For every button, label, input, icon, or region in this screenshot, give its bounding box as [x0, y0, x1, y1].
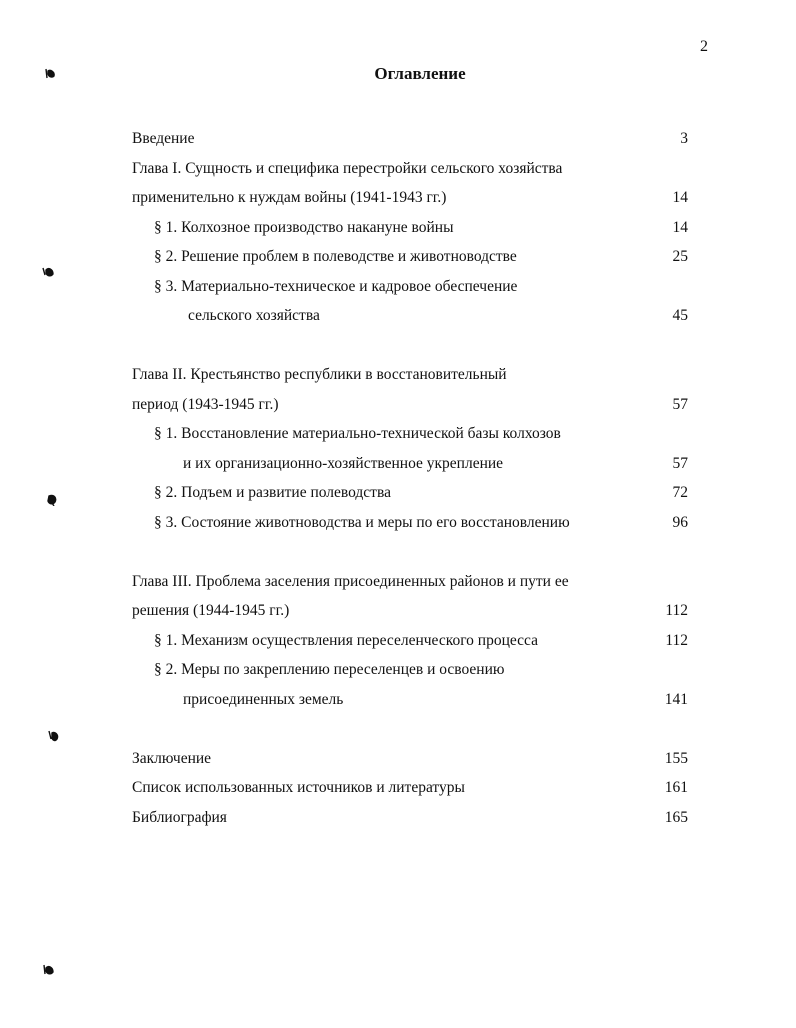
toc-section-1-3-title[interactable]: § 3. Материально-техническое и кадровое обеспечение	[154, 277, 518, 295]
toc-section-1-3[interactable]: сельского хозяйства 45	[132, 301, 688, 331]
toc-chapter-1-title[interactable]: Глава I. Сущность и специфика перестройки сельского хозяйства	[132, 159, 563, 177]
binding-hole-mark-icon	[44, 68, 56, 80]
toc-page-number: 57	[672, 454, 688, 472]
toc-chapter-3-title[interactable]: Глава III. Проблема заселения присоединенных районов и пути ее	[132, 572, 569, 590]
toc-page-number: 57	[672, 395, 688, 413]
toc-entry-bibliography[interactable]: Библиография 165	[132, 803, 688, 833]
toc-entry-conclusion[interactable]: Заключение 155	[132, 744, 688, 774]
table-of-contents	[132, 124, 688, 832]
toc-section-1-2[interactable]: § 2. Решение проблем в полеводстве и животноводстве 25	[132, 242, 688, 272]
toc-page-number: 25	[672, 248, 688, 265]
spacer	[132, 714, 688, 744]
toc-page-number: 45	[672, 307, 688, 324]
toc-page-number: 155	[664, 749, 688, 767]
toc-entry-intro[interactable]: Введение 3	[132, 124, 688, 154]
spacer	[132, 537, 688, 567]
toc-page-number: 14	[672, 218, 688, 236]
toc-page-number: 96	[672, 513, 688, 531]
toc-section-3-1[interactable]: § 1. Механизм осуществления переселенческого процесса 112	[132, 626, 688, 656]
toc-section-2-3[interactable]: § 3. Состояние животноводства и меры по его восстановлению 96	[132, 508, 688, 538]
toc-page-number: 165	[664, 808, 688, 826]
toc-chapter-2[interactable]: период (1943-1945 гг.) 57	[132, 390, 688, 420]
toc-section-2-1-title[interactable]: § 1. Восстановление материально-технической базы колхозов	[154, 425, 561, 442]
binding-hole-mark-icon	[42, 964, 54, 976]
toc-page-number: 161	[664, 779, 688, 796]
toc-page-number: 141	[664, 690, 688, 708]
toc-section-2-2[interactable]: § 2. Подъем и развитие полеводства 72	[132, 478, 688, 508]
page-number: 2	[700, 38, 708, 55]
spacer	[132, 331, 688, 361]
toc-entry-sources[interactable]: Список использованных источников и литературы 161	[132, 773, 688, 803]
toc-section-3-2-title[interactable]: § 2. Меры по закреплению переселенцев и освоению	[154, 661, 505, 678]
binding-hole-mark-icon	[42, 266, 54, 278]
toc-page-number: 14	[672, 189, 688, 206]
toc-page-number: 72	[672, 484, 688, 501]
toc-page-number: 3	[680, 130, 688, 147]
toc-section-3-2[interactable]: присоединенных земель 141	[132, 685, 688, 715]
toc-page-number: 112	[665, 631, 688, 649]
toc-page-number: 112	[665, 602, 688, 619]
binding-hole-mark-icon	[46, 494, 58, 506]
page-title: Оглавление	[374, 64, 466, 83]
toc-chapter-2-title[interactable]: Глава II. Крестьянство республики в восстановительный	[132, 366, 507, 383]
binding-hole-mark-icon	[48, 730, 60, 742]
toc-chapter-3[interactable]: решения (1944-1945 гг.) 112	[132, 596, 688, 626]
toc-chapter-1[interactable]: применительно к нуждам войны (1941-1943 гг.) 14	[132, 183, 688, 213]
toc-section-1-1[interactable]: § 1. Колхозное производство накануне войны 14	[132, 213, 688, 243]
toc-section-2-1[interactable]: и их организационно-хозяйственное укрепление 57	[132, 449, 688, 479]
